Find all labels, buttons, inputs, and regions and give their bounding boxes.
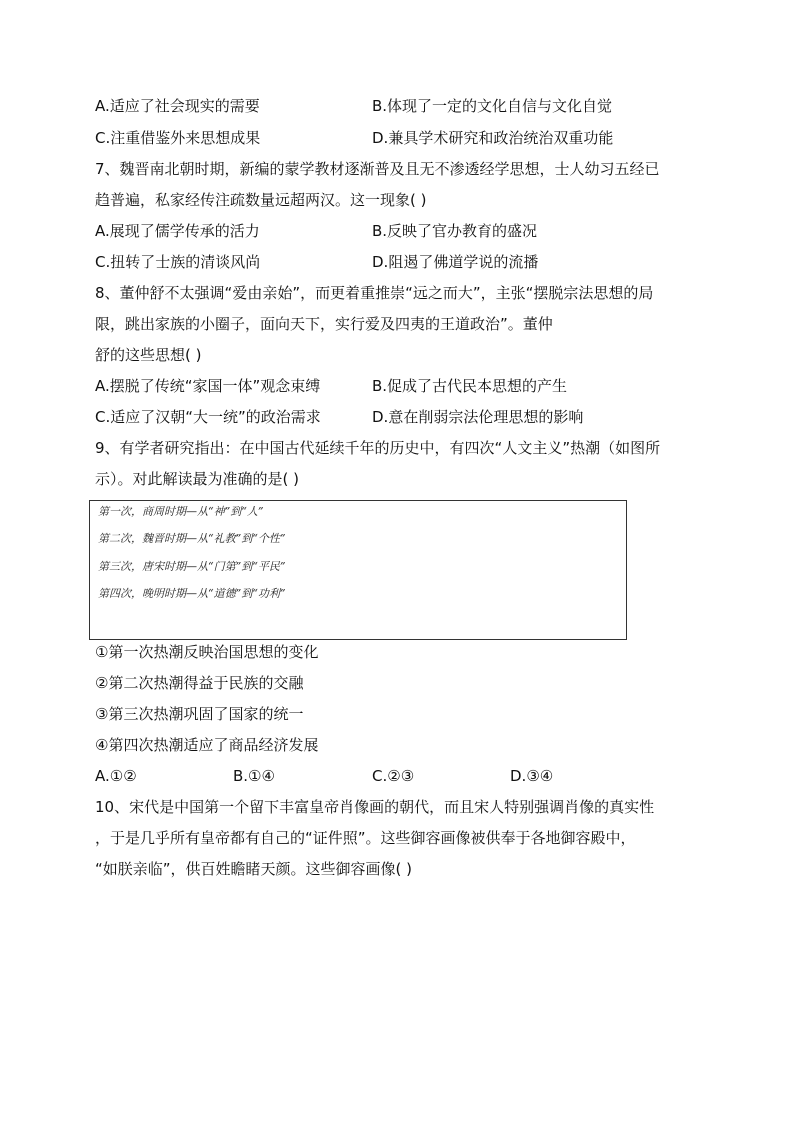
q8-stem-line-2: 限，跳出家族的小圈子，面向天下，实行爱及四夷的王道政治”。董仲	[95, 315, 553, 333]
q6-option-c: C.注重借鉴外来思想成果	[95, 129, 261, 147]
q9-stem-line-1: 9、有学者研究指出：在中国古代延续千年的历史中，有四次“人文主义”热潮（如图所	[95, 439, 661, 457]
q8-option-b: B.促成了古代民本思想的产生	[372, 377, 568, 395]
q10-stem-line-2: ，于是几乎所有皇帝都有自己的“证件照”。这些御容画像被供奉于各地御容殿中，	[95, 829, 636, 847]
q9-option-b: B.①④	[233, 767, 275, 785]
q8-option-c: C.适应了汉朝“大一统”的政治需求	[95, 408, 321, 426]
q7-option-d: D.阻遏了佛道学说的流播	[372, 253, 539, 271]
q7-stem-line-1: 7、魏晋南北朝时期，新编的蒙学教材逐渐普及且无不渗透经学思想，士人幼习五经已	[95, 160, 660, 178]
q9-option-c: C.②③	[372, 767, 415, 785]
q9-figure-box	[89, 500, 627, 640]
q9-statement-2: ②第二次热潮得益于民族的交融	[95, 674, 304, 692]
q8-stem-line-3: 舒的这些思想( )	[95, 346, 202, 364]
q10-stem-line-3: “如朕亲临”，供百姓瞻睹天颜。这些御容画像( )	[95, 860, 413, 878]
q6-option-b: B.体现了一定的文化自信与文化自觉	[372, 97, 613, 115]
q7-option-c: C.扭转了士族的清谈风尚	[95, 253, 261, 271]
q9-figure-line-1: 第一次，商周时期—从“神”到“人”	[98, 505, 264, 518]
q9-statement-1: ①第一次热潮反映治国思想的变化	[95, 643, 319, 661]
q8-option-d: D.意在削弱宗法伦理思想的影响	[372, 408, 584, 426]
q6-option-a: A.适应了社会现实的需要	[95, 97, 260, 115]
q9-figure-line-4: 第四次，晚明时期—从“道德”到“功利”	[98, 587, 286, 600]
q7-option-a: A.展现了儒学传承的活力	[95, 222, 260, 240]
q7-stem-line-2: 趋普遍，私家经传注疏数量远超两汉。这一现象( )	[95, 191, 427, 209]
q8-stem-line-1: 8、董仲舒不太强调“爱由亲始”，而更着重推崇“远之而大”，主张“摆脱宗法思想的局	[95, 284, 654, 302]
q9-option-a: A.①②	[95, 767, 137, 785]
q9-figure-line-3: 第三次，唐宋时期—从“门第”到“平民”	[98, 560, 286, 573]
q10-stem-line-1: 10、宋代是中国第一个留下丰富皇帝肖像画的朝代，而且宋人特别强调肖像的真实性	[95, 798, 655, 816]
q9-statement-3: ③第三次热潮巩固了国家的统一	[95, 705, 304, 723]
q9-stem-line-2: 示）。对此解读最为准确的是( )	[95, 470, 299, 488]
q8-option-a: A.摆脱了传统“家国一体”观念束缚	[95, 377, 321, 395]
q9-option-d: D.③④	[510, 767, 554, 785]
q9-figure-line-2: 第二次，魏晋时期—从“礼教”到“个性”	[98, 532, 286, 545]
q9-statement-4: ④第四次热潮适应了商品经济发展	[95, 736, 319, 754]
q6-option-d: D.兼具学术研究和政治统治双重功能	[372, 129, 614, 147]
q7-option-b: B.反映了官办教育的盛况	[372, 222, 538, 240]
